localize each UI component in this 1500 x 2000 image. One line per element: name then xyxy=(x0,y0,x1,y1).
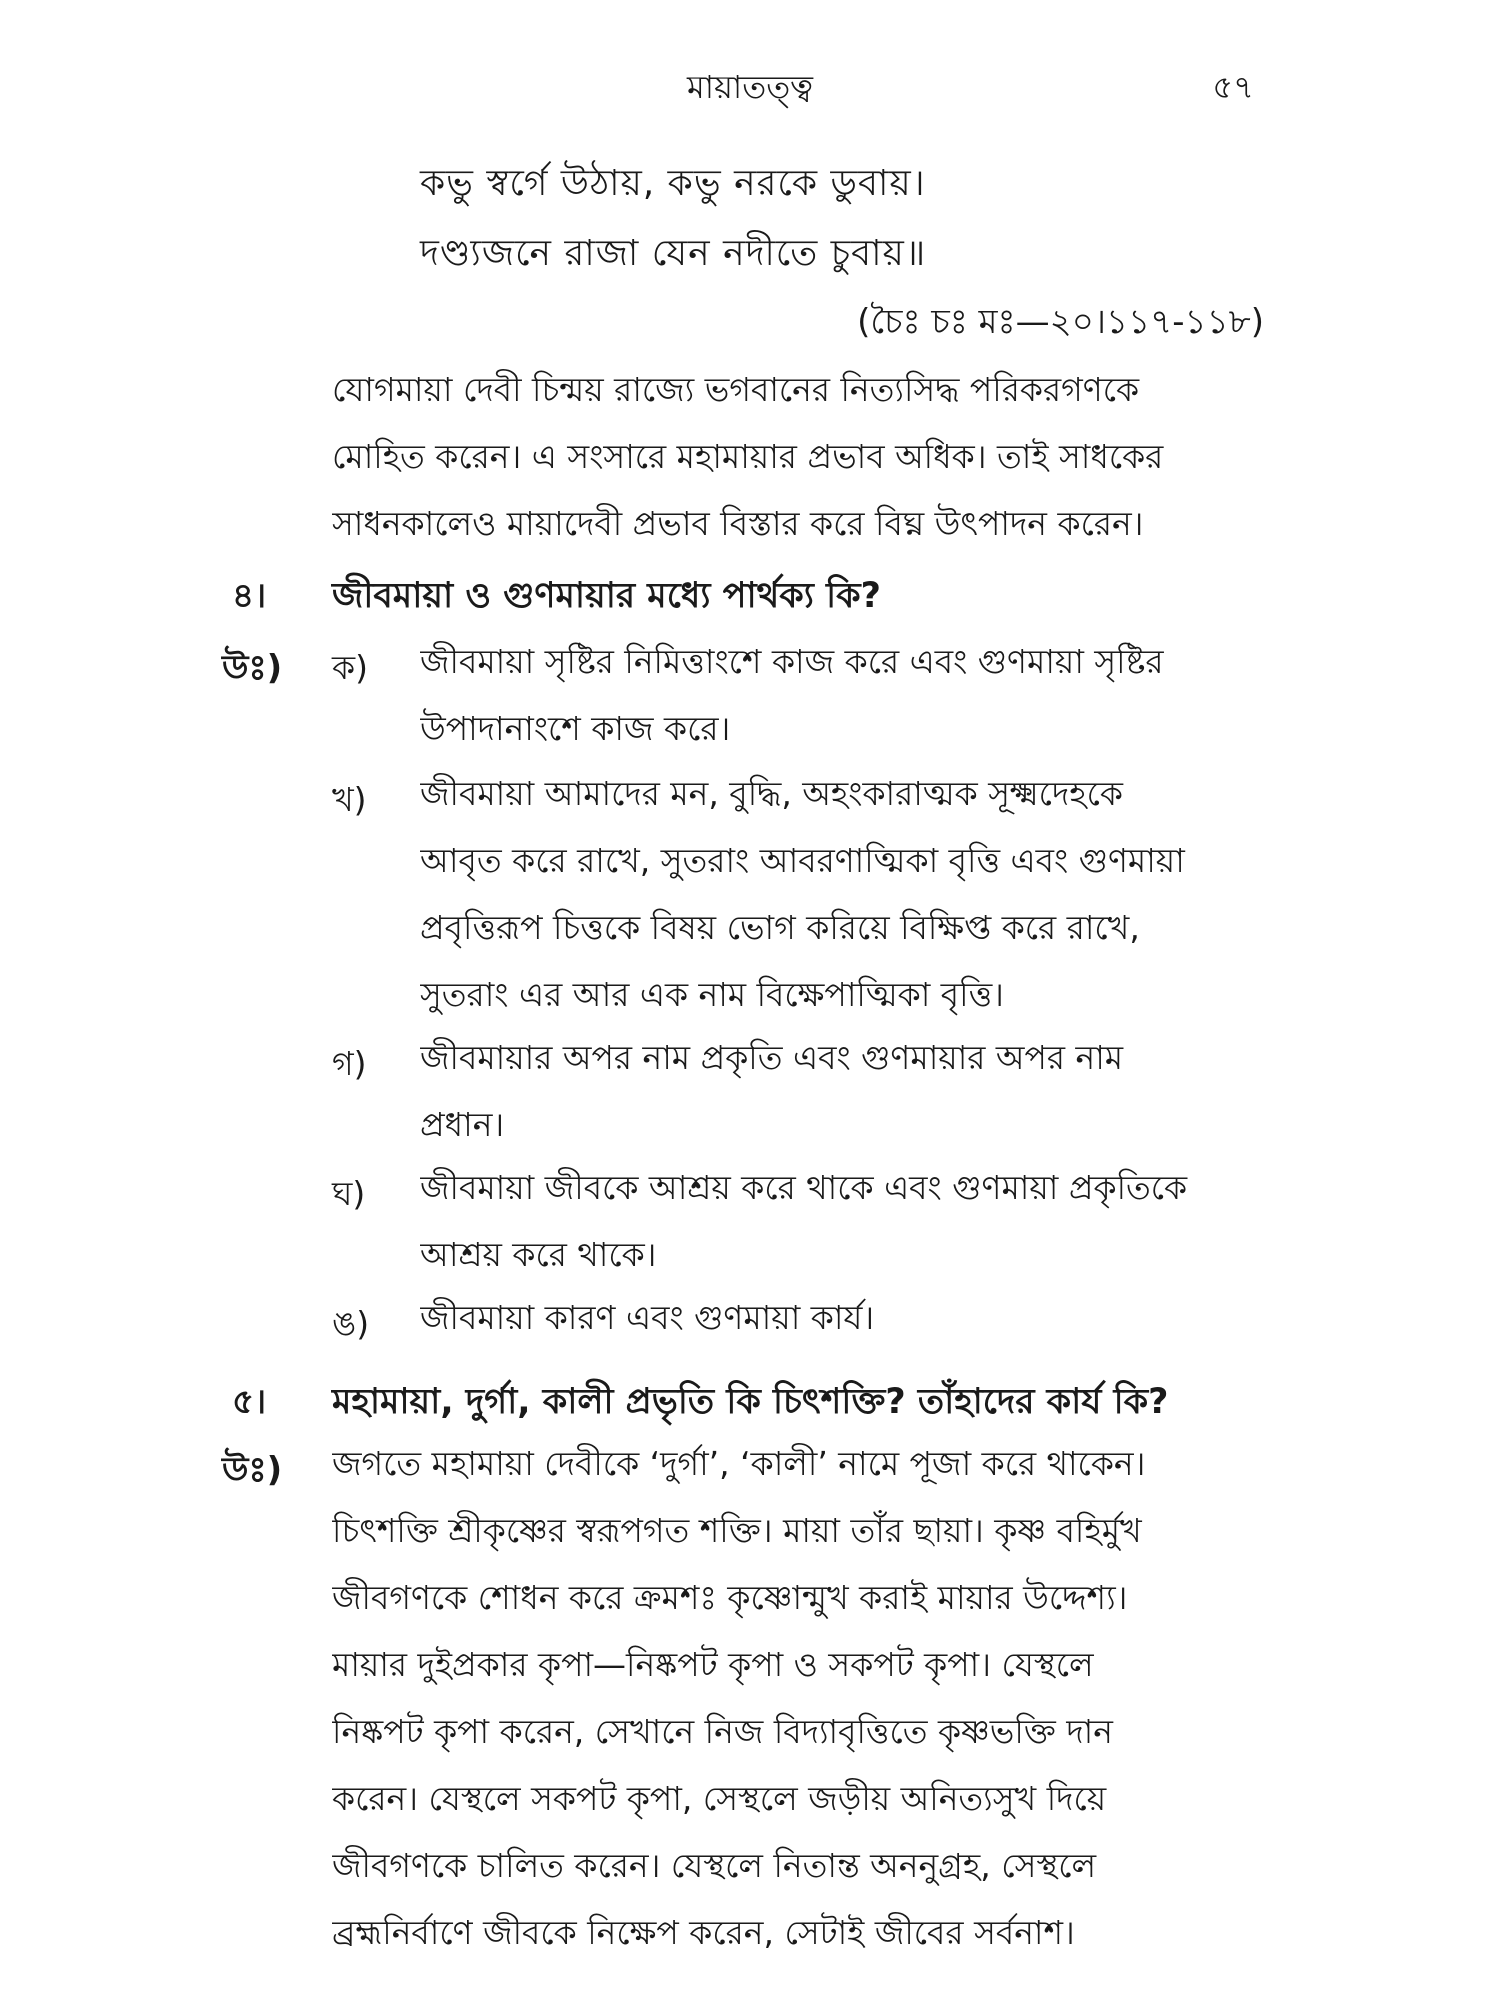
item-text-nga xyxy=(420,1284,1264,1351)
item-label-ga: গ) xyxy=(332,1044,367,1083)
item-line: জীবমায়া আমাদের মন, বুদ্ধি, অহংকারাত্মক সূক্ষ্মদেহকে xyxy=(420,774,1123,813)
question-number-4: ৪। xyxy=(232,576,267,616)
item-line: প্রবৃত্তিরূপ চিত্তকে বিষয় ভোগ করিয়ে বিক্ষিপ্ত করে রাখে, xyxy=(420,908,1140,947)
answer-line: চিৎশক্তি শ্রীকৃষ্ণের স্বরূপগত শক্তি। মায়া তাঁর ছায়া। কৃষ্ণ বহির্মুখ xyxy=(332,1511,1142,1550)
answer-line: জীবগণকে চালিত করেন। যেস্থলে নিতান্ত অননুগ্রহ, সেস্থলে xyxy=(332,1846,1097,1885)
item-line: জীবমায়ার অপর নাম প্রকৃতি এবং গুণমায়ার অপর নাম xyxy=(420,1038,1124,1077)
item-line: জীবমায়া জীবকে আশ্রয় করে থাকে এবং গুণমায়া প্রকৃতিকে xyxy=(420,1168,1188,1207)
item-text-ga xyxy=(420,1024,1264,1158)
answer-line: ব্রহ্মনির্বাণে জীবকে নিক্ষেপ করেন, সেটাই জীবের সর্বনাশ। xyxy=(332,1913,1075,1952)
item-text-kha xyxy=(420,760,1264,1028)
answer-line: মায়ার দুইপ্রকার কৃপা—নিষ্কপট কৃপা ও সকপট কৃপা। যেস্থলে xyxy=(332,1645,1094,1684)
item-line: প্রধান। xyxy=(420,1105,505,1144)
item-line: জীবমায়া কারণ এবং গুণমায়া কার্য। xyxy=(420,1298,875,1337)
item-line: আশ্রয় করে থাকে। xyxy=(420,1235,657,1274)
paragraph-line: যোগমায়া দেবী চিন্ময় রাজ্যে ভগবানের নিত্যসিদ্ধ পরিকরগণকে xyxy=(332,370,1140,409)
paragraph-line: মোহিত করেন। এ সংসারে মহামায়ার প্রভাব অধিক। তাই সাধকের xyxy=(332,437,1164,476)
question-number-5: ৫। xyxy=(232,1382,267,1422)
answer-line: জগতে মহামায়া দেবীকে ‘দুর্গা’, ‘কালী’ নামে পূজা করে থাকেন। xyxy=(332,1444,1146,1483)
item-label-kha: খ) xyxy=(332,780,367,819)
running-title: মায়াতত্ত্ব xyxy=(687,68,813,106)
answer-5-text xyxy=(332,1430,1264,1966)
answer-line: জীবগণকে শোধন করে ক্রমশঃ কৃষ্ণোন্মুখ করাই মায়ার উদ্দেশ্য। xyxy=(332,1578,1128,1617)
item-line: আবৃত করে রাখে, সুতরাং আবরণাত্মিকা বৃত্তি এবং গুণমায়া xyxy=(420,841,1185,880)
item-label-ka: ক) xyxy=(332,648,368,687)
item-label-nga: ঙ) xyxy=(332,1304,370,1343)
verse-line-2: দণ্ড্যজনে রাজা যেন নদীতে চুবায়॥ xyxy=(420,233,927,274)
item-line: জীবমায়া সৃষ্টির নিমিত্তাংশে কাজ করে এবং গুণমায়া সৃষ্টির xyxy=(420,642,1164,681)
answer-line: করেন। যেস্থলে সকপট কৃপা, সেস্থলে জড়ীয় অনিত্যসুখ দিয়ে xyxy=(332,1779,1107,1818)
paragraph-line: সাধনকালেও মায়াদেবী প্রভাব বিস্তার করে বিঘ্ন উৎপাদন করেন। xyxy=(332,504,1144,543)
item-text-ka xyxy=(420,628,1264,762)
item-line: উপাদানাংশে কাজ করে। xyxy=(420,709,731,748)
item-text-gha xyxy=(420,1154,1264,1288)
verse-citation: (চৈঃ চঃ মঃ—২০।১১৭-১১৮) xyxy=(857,302,1264,342)
answer-line: নিষ্কপট কৃপা করেন, সেখানে নিজ বিদ্যাবৃত্তিতে কৃষ্ণভক্তি দান xyxy=(332,1712,1113,1751)
item-line: সুতরাং এর আর এক নাম বিক্ষেপাত্মিকা বৃত্তি। xyxy=(420,975,1004,1014)
answer-label-5: উঃ) xyxy=(222,1450,283,1490)
paragraph-yogamaya xyxy=(332,356,1264,557)
item-label-gha: ঘ) xyxy=(332,1174,366,1213)
question-4-text: জীবমায়া ও গুণমায়ার মধ্যে পার্থক্য কি? xyxy=(332,576,881,616)
question-5-text: মহামায়া, দুর্গা, কালী প্রভৃতি কি চিৎশক্তি? তাঁহাদের কার্য কি? xyxy=(332,1382,1169,1422)
answer-label-4: উঃ) xyxy=(222,648,283,688)
page-number: ৫৭ xyxy=(1212,68,1254,106)
verse-line-1: কভু স্বর্গে উঠায়, কভু নরকে ডুবায়। xyxy=(420,163,926,204)
